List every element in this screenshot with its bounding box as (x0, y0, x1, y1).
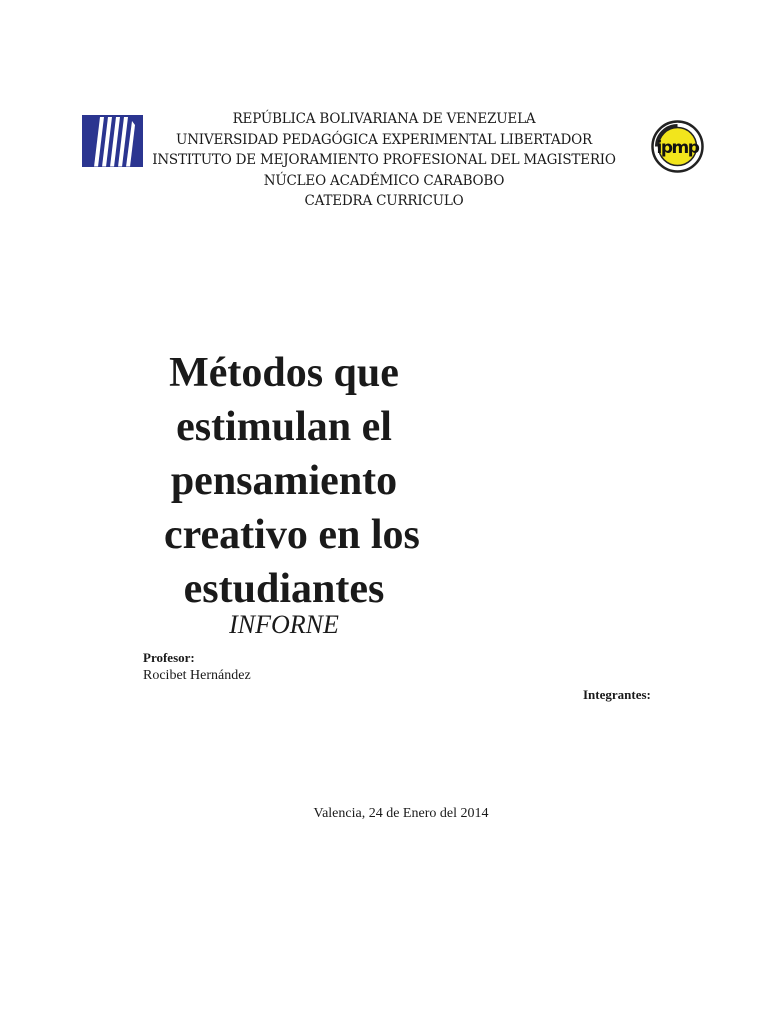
title-line: estudiantes (183, 566, 385, 612)
header-institute: INSTITUTO DE MEJORAMIENTO PROFESIONAL DEL MAGISTERIO (152, 152, 616, 169)
profesor-label: Profesor: (143, 650, 195, 665)
header-nucleus: NÚCLEO ACADÉMICO CARABOBO (263, 172, 505, 189)
document-title (164, 346, 420, 616)
profesor-name: Rocibet Hernández (143, 668, 251, 683)
title-line: pensamiento (170, 458, 398, 504)
title-line: estimulan el (176, 404, 392, 450)
title-line: creativo en los (164, 512, 420, 558)
svg-text:ipmp: ipmp (656, 138, 699, 158)
integrantes-label: Integrantes: (583, 687, 651, 702)
header-chair: CATEDRA CURRICULO (304, 193, 464, 210)
document-subtitle: INFORNE (229, 610, 339, 639)
ipmp-logo-icon (651, 119, 704, 174)
place-date: Valencia, 24 de Enero del 2014 (313, 806, 489, 821)
title-line: Métodos que (169, 350, 399, 396)
header-university: UNIVERSIDAD PEDAGÓGICA EXPERIMENTAL LIBERTADOR (176, 131, 592, 148)
header-country: REPÚBLICA BOLIVARIANA DE VENEZUELA (232, 111, 536, 127)
